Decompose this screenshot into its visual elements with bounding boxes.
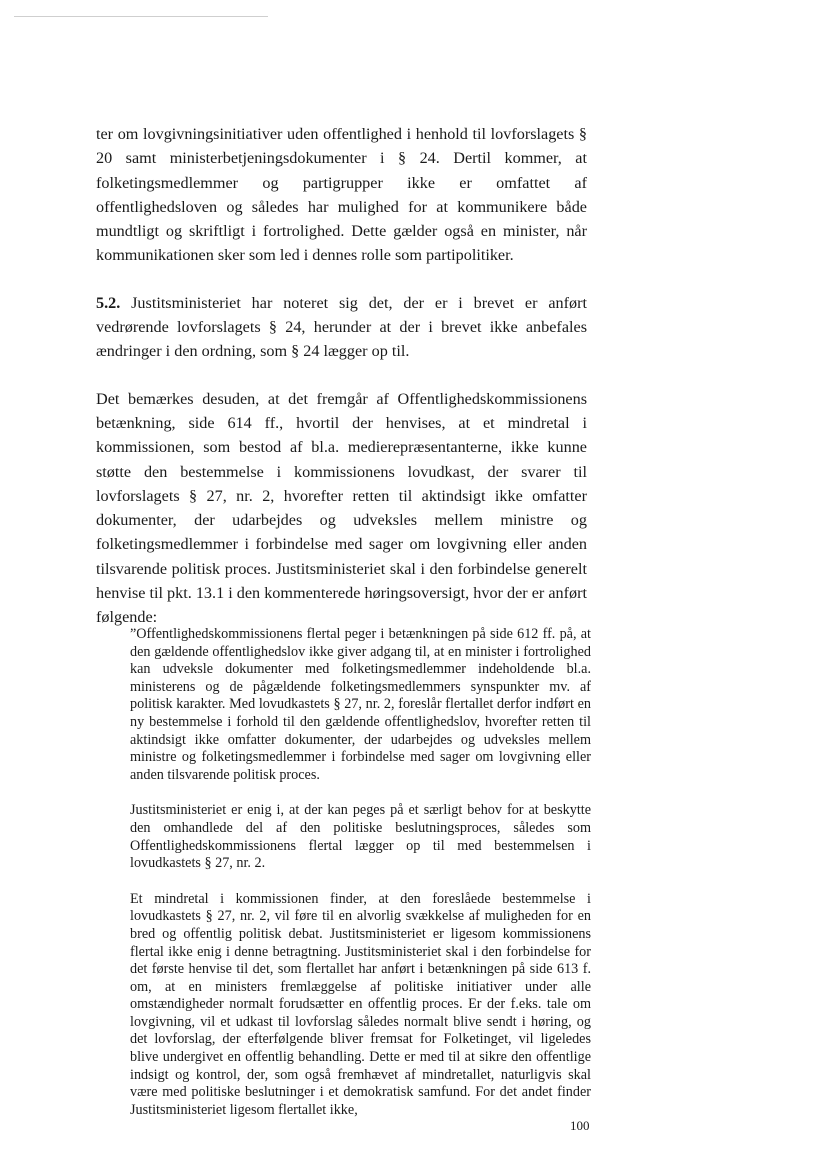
section-paragraph <box>96 291 587 364</box>
quote-paragraph: ”Offentlighedskommissionens flertal peger i betænkningen på side 612 ff. på, at den gældende offentlighedslov ikke giver adgang til, at en minister i fortrolighed kan udveksle dokumenter med folketingsmedlemmer indeholdende bl.a. ministerens og de pågældende folketingsmedlemmers synspunkter mv. af politisk karakter. Med lovudkastets § 27, nr. 2, foreslår flertallet derfor indført en ny bestemmelse i forhold til den gældende offentlighedslov, hvorefter retten til aktindsigt ikke omfatter dokumenter, der udarbejdes og udveksles mellem ministre og folketingsmedlemmer i forbindelse med sager om lovgivning eller anden tilsvarende politisk proces. <box>130 626 591 783</box>
paragraph: Det bemærkes desuden, at det fremgår af Offentlighedskommissionens betænkning, side 614 ff., hvortil der henvises, at et mindretal i kommissionen, som bestod af bl.a. medierepræsentanterne, ikke kunne støtte den bestemmelse i kommissionens lovudkast, der svarer til lovforslagets § 27, nr. 2, hvorefter retten til aktindsigt ikke omfatter dokumenter, der udarbejdes og udveksles mellem ministre og folketingsmedlemmer i forbindelse med sager om lovgivning eller anden tilsvarende politisk proces. Justitsministeriet skal i den forbindelse generelt henvise til pkt. 13.1 i den kommenterede høringsoversigt, hvor der er anført følgende: <box>96 389 587 627</box>
page-number: 100 <box>570 1118 590 1133</box>
quote-paragraph: Et mindretal i kommissionen finder, at den foreslåede bestemmelse i lovudkastets § 27, nr. 2, vil føre til en alvorlig svækkelse af muligheden for en bred og offentlig politisk debat. Justitsministeriet er ligesom kommissionens flertal ikke enig i denne betragtning. Justitsministeriet skal i den forbindelse for det første henvise til det, som flertallet har anført i betænkningen på side 613 f. om, at en ministers fremlæggelse af politiske initiativer under alle omstændigheder normalt forudsætter en offentlig proces. Er der f.eks. tale om lovgivning, vil et udkast til lovforslag således normalt blive sendt i høring, og det lovforslag, der efterfølgende bliver fremsat for Folketinget, vil ligeledes blive undergivet en offentlig behandling. Dette er med til at sikre den offentlige indsigt og kontrol, der, som også fremhævet af mindretallet, naturligvis skal være med politiske beslutninger i et demokratisk samfund. For det andet finder Justitsministeriet ligesom flertallet ikke, <box>130 890 591 1118</box>
paragraph: ter om lovgivningsinitiativer uden offentlighed i henhold til lovforslagets § 20 samt ministerbetjeningsdokumenter i § 24. Dertil kommer, at folketingsmedlemmer og partigrupper ikke er omfattet af offentlighedsloven og således har mulighed for at kommunikere både mundtligt og skriftligt i fortrolighed. Dette gælder også en minister, når kommunikationen sker som led i dennes rolle som partipolitiker. <box>96 125 587 265</box>
section-text: Justitsministeriet har noteret sig det, der er i brevet er anført vedrørende lovforslagets § 24, herunder at der i brevet ikke anbefales ændringer i den ordning, som § 24 lægger op til. <box>96 293 587 361</box>
quote-paragraph: Justitsministeriet er enig i, at der kan peges på et særligt behov for at beskytte den omhandlede del af den politiske beslutningsproces, således som Offentlighedskommissionens flertal lægger op til med bestemmelsen i lovudkastets § 27, nr. 2. <box>130 802 591 872</box>
section-number: 5.2. <box>96 293 121 312</box>
header-rule <box>14 16 268 17</box>
body-text <box>96 122 587 630</box>
quoted-block <box>130 626 591 1119</box>
